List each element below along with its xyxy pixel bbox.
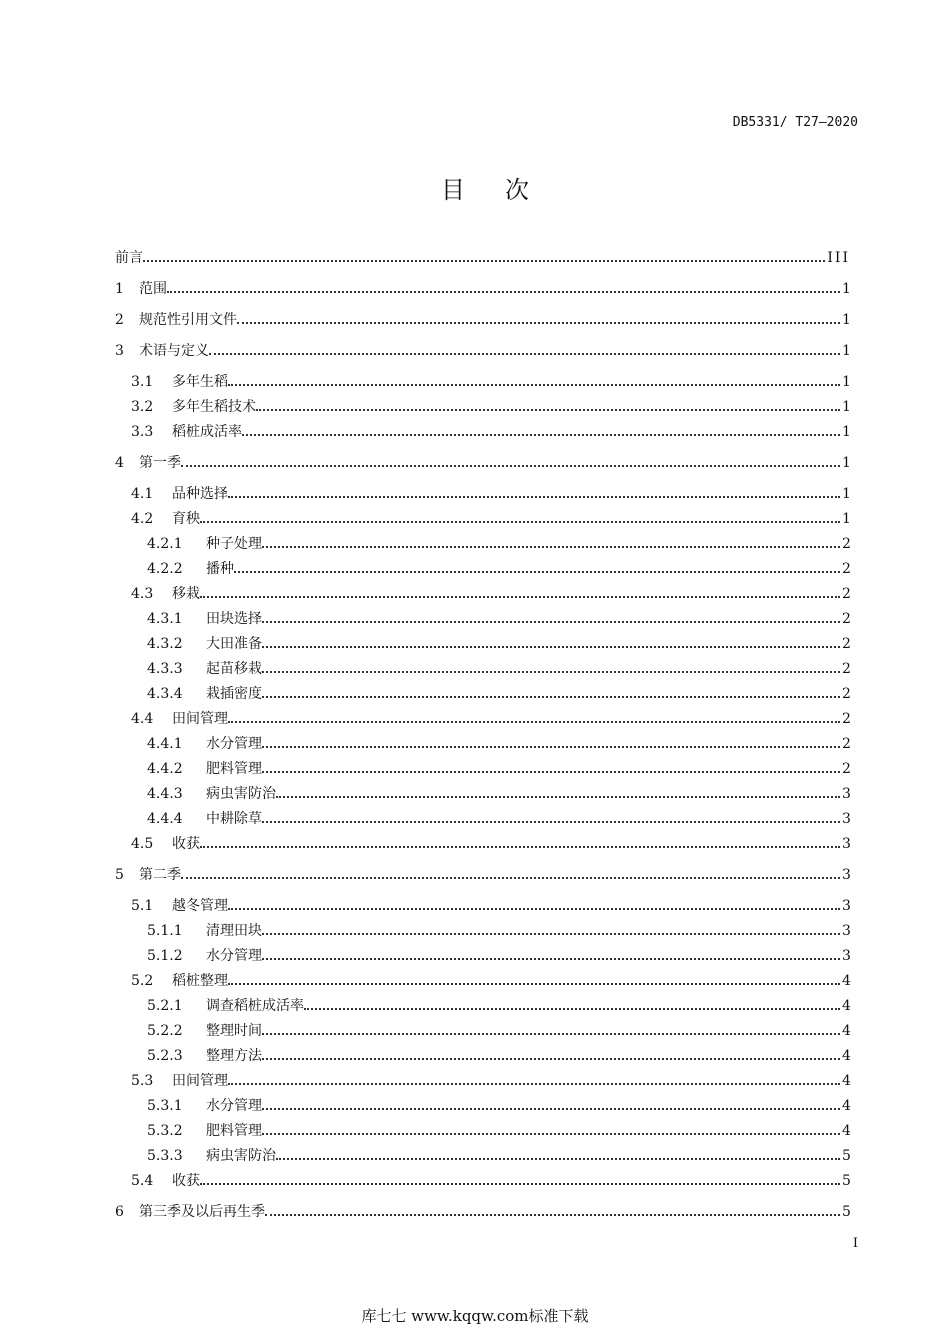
toc-entry-number: 4.1 (131, 486, 154, 502)
dot-leader (234, 571, 840, 573)
toc-entry[interactable] (147, 659, 850, 679)
dot-leader (200, 521, 840, 523)
toc-entry-title: 育秧 (172, 511, 200, 527)
toc-entry-title: 种子处理 (206, 536, 262, 552)
toc-entry-title: 多年生稻 (172, 374, 228, 390)
toc-entry-page: 2 (842, 561, 851, 577)
toc-entry-page: 1 (842, 312, 851, 328)
toc-entry-number: 5.2 (131, 973, 154, 989)
dot-leader (262, 746, 840, 748)
toc-entry[interactable] (147, 1046, 850, 1066)
dot-leader (262, 958, 840, 960)
toc-entry-title: 第一季 (139, 455, 181, 471)
dot-leader (262, 546, 840, 548)
dot-leader (181, 465, 840, 467)
toc-entry-title: 整理方法 (206, 1048, 262, 1064)
dot-leader (262, 1133, 840, 1135)
toc-entry-title: 前言 (115, 250, 143, 266)
toc-entry-page: 1 (842, 511, 851, 527)
toc-entry-title: 田间管理 (172, 1073, 228, 1089)
toc-entry-title: 移栽 (172, 586, 200, 602)
toc-entry-number: 4 (115, 455, 124, 471)
toc-entry-number: 3.1 (131, 374, 154, 390)
toc-entry-page: 3 (842, 836, 851, 852)
toc-entry-number: 4.3.2 (147, 636, 183, 652)
toc-entry-number: 5.3.3 (147, 1148, 183, 1164)
toc-entry[interactable] (147, 684, 850, 704)
toc-entry[interactable] (131, 584, 850, 604)
toc-entry[interactable] (131, 509, 850, 529)
toc-entry-page: 3 (842, 786, 851, 802)
toc-entry-page: 2 (842, 661, 851, 677)
toc-entry-title: 起苗移栽 (206, 661, 262, 677)
dot-leader (276, 796, 840, 798)
toc-entry-title: 水分管理 (206, 736, 262, 752)
toc-entry[interactable] (115, 1202, 850, 1222)
toc-entry[interactable] (147, 996, 850, 1016)
toc-entry-number: 4.3.3 (147, 661, 183, 677)
toc-entry-page: 2 (842, 536, 851, 552)
toc-entry[interactable] (147, 1146, 850, 1166)
toc-entry-page: 1 (842, 343, 851, 359)
toc-entry-title: 肥料管理 (206, 1123, 262, 1139)
toc-entry-title: 整理时间 (206, 1023, 262, 1039)
toc-entry[interactable] (147, 734, 850, 754)
toc-entry[interactable] (131, 1071, 850, 1091)
toc-entry-number: 4.4.1 (147, 736, 183, 752)
toc-entry-page: 2 (842, 586, 851, 602)
toc-entry-number: 4.2 (131, 511, 154, 527)
toc-entry-number: 5.4 (131, 1173, 154, 1189)
dot-leader (200, 1183, 840, 1185)
toc-entry[interactable] (131, 896, 850, 916)
toc-entry-title: 收获 (172, 1173, 200, 1189)
toc-entry-number: 4.4.4 (147, 811, 183, 827)
toc-entry[interactable] (147, 921, 850, 941)
toc-entry-page: 4 (842, 1098, 851, 1114)
toc-entry[interactable] (147, 784, 850, 804)
toc-entry-page: 4 (842, 973, 851, 989)
toc-entry-number: 5.3.1 (147, 1098, 183, 1114)
toc-entry-page: 2 (842, 711, 851, 727)
toc-entry-title: 术语与定义 (139, 343, 209, 359)
toc-entry[interactable] (131, 834, 850, 854)
dot-leader (262, 621, 840, 623)
dot-leader (262, 646, 840, 648)
toc-entry-page: 5 (842, 1173, 851, 1189)
toc-entry[interactable] (147, 634, 850, 654)
toc-entry-page: 4 (842, 1023, 851, 1039)
dot-leader (262, 933, 840, 935)
dot-leader (262, 696, 840, 698)
dot-leader (256, 409, 840, 411)
toc-entry-title: 收获 (172, 836, 200, 852)
toc-entry[interactable] (115, 279, 850, 299)
toc-entry-page: 1 (842, 424, 851, 440)
toc-entry-number: 5.1 (131, 898, 154, 914)
toc-entry-title: 稻桩整理 (172, 973, 228, 989)
toc-entry-page: 5 (842, 1204, 851, 1220)
toc-entry-title: 病虫害防治 (206, 786, 276, 802)
toc-entry[interactable] (131, 372, 850, 392)
toc-entry[interactable] (131, 422, 850, 442)
watermark-footer: 库七七 www.kqqw.com标准下载 (361, 1307, 589, 1325)
toc-entry-page: 3 (842, 867, 851, 883)
toc-entry-title: 品种选择 (172, 486, 228, 502)
dot-leader (262, 771, 840, 773)
dot-leader (304, 1008, 840, 1010)
dot-leader (262, 1033, 840, 1035)
toc-entry-title: 肥料管理 (206, 761, 262, 777)
dot-leader (228, 908, 840, 910)
toc-entry-title: 田块选择 (206, 611, 262, 627)
toc-entry-page: 2 (842, 636, 851, 652)
toc-entry[interactable] (115, 248, 850, 268)
toc-entry-number: 5.1.1 (147, 923, 183, 939)
dot-leader (237, 322, 840, 324)
dot-leader (276, 1158, 840, 1160)
dot-leader (262, 671, 840, 673)
standard-code: DB5331/ T27—2020 (732, 115, 858, 130)
toc-entry[interactable] (147, 1021, 850, 1041)
toc-entry-page: 1 (842, 374, 851, 390)
toc-entry-page: 4 (842, 998, 851, 1014)
toc-entry[interactable] (115, 865, 850, 885)
toc-entry[interactable] (131, 397, 850, 417)
toc-entry[interactable] (115, 453, 850, 473)
toc-entry-page: 3 (842, 898, 851, 914)
toc-entry-number: 4.4.2 (147, 761, 183, 777)
toc-entry[interactable] (147, 609, 850, 629)
dot-leader (228, 983, 840, 985)
dot-leader (265, 1214, 840, 1216)
toc-entry-title: 多年生稻技术 (172, 399, 256, 415)
toc-entry-title: 调查稻桩成活率 (206, 998, 304, 1014)
page-number: I (852, 1236, 858, 1251)
dot-leader (181, 877, 840, 879)
dot-leader (262, 1058, 840, 1060)
toc-entry-title: 清理田块 (206, 923, 262, 939)
toc-entry-page: 1 (842, 486, 851, 502)
toc-entry-title: 田间管理 (172, 711, 228, 727)
toc-entry-number: 4.3.4 (147, 686, 183, 702)
toc-entry[interactable] (131, 709, 850, 729)
toc-entry-number: 6 (115, 1204, 124, 1220)
toc-entry-page: 1 (842, 281, 851, 297)
toc-entry-number: 5.2.2 (147, 1023, 183, 1039)
toc-entry[interactable] (147, 759, 850, 779)
toc-entry-page: 2 (842, 686, 851, 702)
toc-entry-page: 3 (842, 948, 851, 964)
toc-entry[interactable] (147, 809, 850, 829)
toc-entry-number: 5.2.3 (147, 1048, 183, 1064)
toc-entry[interactable] (131, 971, 850, 991)
toc-entry[interactable] (115, 341, 850, 361)
dot-leader (143, 260, 825, 262)
toc-entry[interactable] (147, 1096, 850, 1116)
toc-entry[interactable] (131, 1171, 850, 1191)
dot-leader (228, 384, 840, 386)
page-title: 目次 (441, 176, 569, 204)
toc-entry[interactable] (115, 310, 850, 330)
dot-leader (209, 353, 840, 355)
toc-entry-number: 4.4 (131, 711, 154, 727)
toc-entry[interactable] (131, 484, 850, 504)
toc-entry-number: 4.3 (131, 586, 154, 602)
dot-leader (228, 721, 840, 723)
toc-entry-number: 4.2.2 (147, 561, 183, 577)
toc-entry-page: 4 (842, 1048, 851, 1064)
toc-entry-title: 中耕除草 (206, 811, 262, 827)
dot-leader (242, 434, 840, 436)
toc-entry-page: 2 (842, 611, 851, 627)
toc-entry-number: 3 (115, 343, 124, 359)
toc-entry[interactable] (147, 534, 850, 554)
toc-entry-page: 4 (842, 1123, 851, 1139)
toc-entry-title: 规范性引用文件 (139, 312, 237, 328)
dot-leader (200, 596, 840, 598)
toc-entry-page: 3 (842, 811, 851, 827)
toc-entry-title: 稻桩成活率 (172, 424, 242, 440)
toc-entry[interactable] (147, 1121, 850, 1141)
toc-entry-number: 3.3 (131, 424, 154, 440)
toc-entry-number: 4.4.3 (147, 786, 183, 802)
toc-entry[interactable] (147, 559, 850, 579)
toc-entry-page: 4 (842, 1073, 851, 1089)
toc-entry-title: 病虫害防治 (206, 1148, 276, 1164)
toc-entry-number: 3.2 (131, 399, 154, 415)
dot-leader (200, 846, 840, 848)
toc-entry[interactable] (147, 946, 850, 966)
toc-entry-title: 第三季及以后再生季 (139, 1204, 265, 1220)
toc-entry-title: 范围 (139, 281, 167, 297)
toc-entry-title: 越冬管理 (172, 898, 228, 914)
toc-entry-page: 1 (842, 399, 851, 415)
dot-leader (262, 1108, 840, 1110)
toc-entry-number: 2 (115, 312, 124, 328)
dot-leader (262, 821, 840, 823)
toc-entry-title: 水分管理 (206, 948, 262, 964)
toc-entry-page: 2 (842, 736, 851, 752)
toc-entry-number: 4.3.1 (147, 611, 183, 627)
toc-entry-number: 5.2.1 (147, 998, 183, 1014)
toc-entry-title: 水分管理 (206, 1098, 262, 1114)
toc-entry-title: 播种 (206, 561, 234, 577)
toc-entry-number: 5.3 (131, 1073, 154, 1089)
toc-entry-page: III (827, 250, 850, 266)
toc-entry-page: 3 (842, 923, 851, 939)
toc-entry-number: 1 (115, 281, 124, 297)
toc-entry-number: 5.3.2 (147, 1123, 183, 1139)
dot-leader (228, 496, 840, 498)
toc-entry-page: 2 (842, 761, 851, 777)
dot-leader (228, 1083, 840, 1085)
toc-entry-page: 5 (842, 1148, 851, 1164)
toc-entry-title: 大田准备 (206, 636, 262, 652)
toc-entry-title: 第二季 (139, 867, 181, 883)
toc-entry-page: 1 (842, 455, 851, 471)
dot-leader (167, 291, 840, 293)
toc-entry-number: 5.1.2 (147, 948, 183, 964)
toc-entry-number: 4.2.1 (147, 536, 183, 552)
toc-entry-title: 栽插密度 (206, 686, 262, 702)
toc-entry-number: 4.5 (131, 836, 154, 852)
toc-entry-number: 5 (115, 867, 124, 883)
